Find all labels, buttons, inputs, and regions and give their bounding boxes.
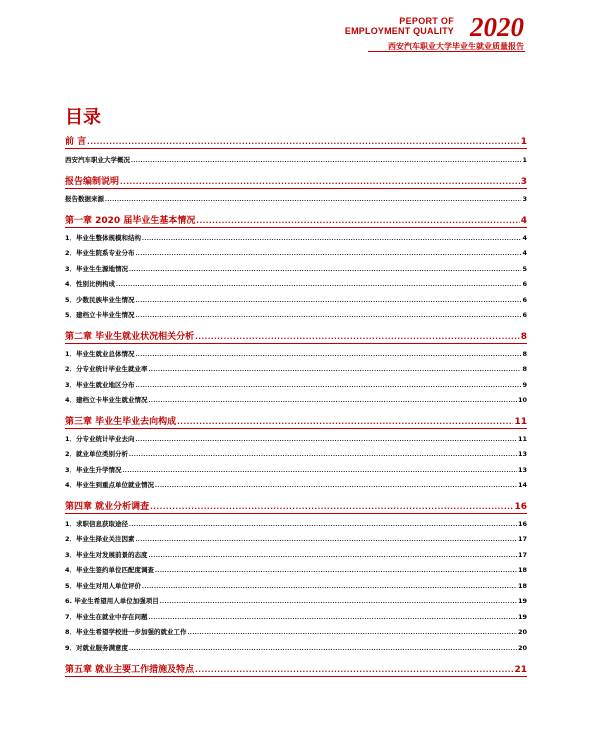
- toc-section-entry[interactable]: [65, 596, 527, 605]
- toc-leader-dots: [195, 333, 520, 341]
- toc-leader-dots: [136, 251, 522, 257]
- toc-entry-title: 3．毕业生就业地区分布: [65, 381, 135, 389]
- toc-page-number: 16: [514, 502, 527, 512]
- toc-page-number: 4: [522, 234, 527, 242]
- toc-entry-title: 4．毕业生到重点单位就业情况: [65, 481, 155, 489]
- toc-entry-title: 第三章 毕业生毕业去向构成: [65, 417, 177, 427]
- toc-leader-dots: [136, 313, 522, 319]
- toc-chapter-entry[interactable]: [65, 329, 527, 342]
- toc-entry-title: 第二章 毕业生就业状况相关分析: [65, 332, 195, 342]
- toc-chapter-entry[interactable]: [65, 662, 527, 675]
- toc-entry-title: 2．就业单位类别分析: [65, 450, 129, 458]
- toc-section-entry[interactable]: [65, 264, 527, 273]
- toc-entry-title: 1．分专业统计毕业去向: [65, 435, 135, 443]
- toc-leader-dots: [136, 352, 522, 358]
- toc-leader-dots: [129, 522, 517, 528]
- toc-page-number: 19: [517, 597, 527, 605]
- toc-leader-dots: [150, 503, 513, 511]
- toc-entry-title: 2．分专业统计毕业生就业率: [65, 365, 148, 373]
- toc-leader-dots: [136, 537, 517, 543]
- toc-page-number: 1: [520, 137, 527, 147]
- toc-page-number: 5: [522, 265, 527, 273]
- toc-entry-title: 2．毕业生择业关注因素: [65, 535, 135, 543]
- toc-section-entry[interactable]: [65, 364, 527, 373]
- toc-entry-title: 1．毕业生就业总体情况: [65, 350, 135, 358]
- toc-page-number: 4: [522, 249, 527, 257]
- toc-section-entry[interactable]: [65, 395, 527, 404]
- toc-chapter-entry[interactable]: [65, 174, 527, 187]
- toc-entry-title: 2．毕业生院系专业分布: [65, 249, 135, 257]
- toc-page-number: 13: [517, 450, 527, 458]
- toc-entry-title: 7．毕业生在就业中存在问题: [65, 613, 148, 621]
- toc-leader-dots: [129, 267, 521, 273]
- toc-page-number: 18: [517, 582, 527, 590]
- header-subtitle: 西安汽车职业大学毕业生就业质量报告: [388, 42, 524, 51]
- toc-page-number: 20: [517, 644, 527, 652]
- toc-section-entry[interactable]: [65, 612, 527, 621]
- toc-leader-dots: [105, 197, 521, 203]
- toc-page-number: 18: [517, 566, 527, 574]
- toc-section-entry[interactable]: [65, 233, 527, 242]
- toc-entry-title: 第一章 2020 届毕业生基本情况: [65, 216, 196, 226]
- toc-entry-title: 西安汽车职业大学概况: [65, 156, 130, 164]
- toc-leader-dots: [149, 398, 517, 404]
- toc-entry-title: 3．毕业生生源地情况: [65, 265, 129, 273]
- toc-page-number: 6: [522, 311, 527, 319]
- toc-leader-dots: [195, 666, 513, 674]
- table-of-contents: [65, 0, 527, 754]
- toc-entry-title: 5．建档立卡毕业生情况: [65, 311, 135, 319]
- toc-leader-dots: [142, 584, 517, 590]
- toc-section-entry[interactable]: [65, 279, 527, 288]
- toc-leader-dots: [123, 468, 517, 474]
- toc-section-entry[interactable]: [65, 581, 527, 590]
- toc-section-entry[interactable]: [65, 248, 527, 257]
- toc-page-number: 4: [520, 216, 527, 226]
- toc-leader-dots: [129, 452, 517, 458]
- toc-entry-title: 6. 毕业生希望用人单位加强项目: [65, 597, 159, 605]
- toc-section-entry[interactable]: [65, 465, 527, 474]
- toc-page-number: 16: [517, 520, 527, 528]
- toc-page-number: 20: [517, 628, 527, 636]
- toc-section-entry[interactable]: [65, 534, 527, 543]
- toc-chapter-entry[interactable]: [65, 499, 527, 512]
- toc-entry-title: 前 言: [65, 137, 87, 147]
- toc-entry-title: 1．求职信息获取途径: [65, 520, 129, 528]
- toc-page-number: 8: [520, 332, 527, 342]
- toc-leader-dots: [116, 282, 521, 288]
- toc-page-number: 1: [522, 156, 527, 164]
- toc-section-entry[interactable]: [65, 519, 527, 528]
- toc-page-number: 14: [517, 481, 527, 489]
- toc-page-number: 3: [522, 195, 527, 203]
- toc-page-number: 19: [517, 613, 527, 621]
- toc-section-entry[interactable]: [65, 194, 527, 203]
- toc-entry-title: 第五章 就业主要工作措施及特点: [65, 665, 195, 675]
- toc-section-entry[interactable]: [65, 380, 527, 389]
- toc-chapter-entry[interactable]: [65, 213, 527, 226]
- toc-title: 目录: [65, 107, 101, 128]
- toc-page-number: 11: [517, 435, 527, 443]
- toc-section-entry[interactable]: [65, 565, 527, 574]
- toc-page-number: 11: [514, 417, 527, 427]
- toc-leader-dots: [155, 568, 517, 574]
- toc-section-entry[interactable]: [65, 643, 527, 652]
- toc-section-entry[interactable]: [65, 295, 527, 304]
- toc-entry-title: 报告编制说明: [65, 177, 120, 187]
- toc-leader-dots: [136, 298, 522, 304]
- toc-entry-title: 4．建档立卡毕业生就业情况: [65, 396, 148, 404]
- toc-section-entry[interactable]: [65, 349, 527, 358]
- toc-entry-title: 3．毕业生对发展前景的态度: [65, 551, 148, 559]
- toc-chapter-entry[interactable]: [65, 414, 527, 427]
- toc-leader-dots: [149, 367, 522, 373]
- toc-entry-title: 9．对就业服务满意度: [65, 644, 129, 652]
- toc-leader-dots: [149, 615, 517, 621]
- toc-page-number: 21: [514, 665, 527, 675]
- toc-entry-title: 5．少数民族毕业生情况: [65, 296, 135, 304]
- toc-leader-dots: [87, 138, 520, 146]
- toc-leader-dots: [131, 158, 521, 164]
- toc-page-number: 17: [517, 535, 527, 543]
- toc-leader-dots: [155, 483, 517, 489]
- toc-page-number: 8: [522, 365, 527, 373]
- toc-entry-title: 1．毕业生整体规模和结构: [65, 234, 142, 242]
- header-line-2: EMPLOYMENT QUALITY: [344, 26, 454, 36]
- toc-leader-dots: [136, 383, 522, 389]
- toc-leader-dots: [142, 236, 521, 242]
- header-year: 2020: [470, 12, 524, 42]
- toc-section-entry[interactable]: [65, 310, 527, 319]
- toc-page-number: 6: [522, 296, 527, 304]
- toc-page-number: 6: [522, 280, 527, 288]
- toc-leader-dots: [188, 630, 517, 636]
- toc-section-entry[interactable]: [65, 550, 527, 559]
- toc-leader-dots: [129, 646, 517, 652]
- toc-entry-title: 4．性别比例构成: [65, 280, 116, 288]
- toc-leader-dots: [160, 599, 517, 605]
- toc-entry-title: 8．毕业生希望学校进一步加强的就业工作: [65, 628, 187, 636]
- toc-leader-dots: [120, 178, 520, 186]
- toc-leader-dots: [196, 217, 519, 225]
- toc-page-number: 13: [517, 466, 527, 474]
- toc-entry-title: 报告数据来源: [65, 195, 104, 203]
- toc-section-entry[interactable]: [65, 434, 527, 443]
- toc-page-number: 10: [517, 396, 527, 404]
- toc-leader-dots: [149, 553, 517, 559]
- toc-page-number: 8: [522, 350, 527, 358]
- toc-section-entry[interactable]: [65, 155, 527, 164]
- toc-page-number: 3: [520, 177, 527, 187]
- toc-entry-title: 第四章 就业分析调查: [65, 502, 150, 512]
- toc-entry-title: 3．毕业生升学情况: [65, 466, 122, 474]
- toc-entry-title: 4．毕业生签约单位匹配度调查: [65, 566, 155, 574]
- toc-page-number: 17: [517, 551, 527, 559]
- toc-page-number: 9: [522, 381, 527, 389]
- header-line-1: PEPORT OF: [399, 16, 454, 26]
- toc-chapter-entry[interactable]: [65, 134, 527, 147]
- toc-leader-dots: [177, 418, 513, 426]
- toc-section-entry[interactable]: [65, 449, 527, 458]
- toc-leader-dots: [136, 437, 517, 443]
- toc-section-entry[interactable]: [65, 480, 527, 489]
- toc-section-entry[interactable]: [65, 627, 527, 636]
- toc-entry-title: 5．毕业生对用人单位评价: [65, 582, 142, 590]
